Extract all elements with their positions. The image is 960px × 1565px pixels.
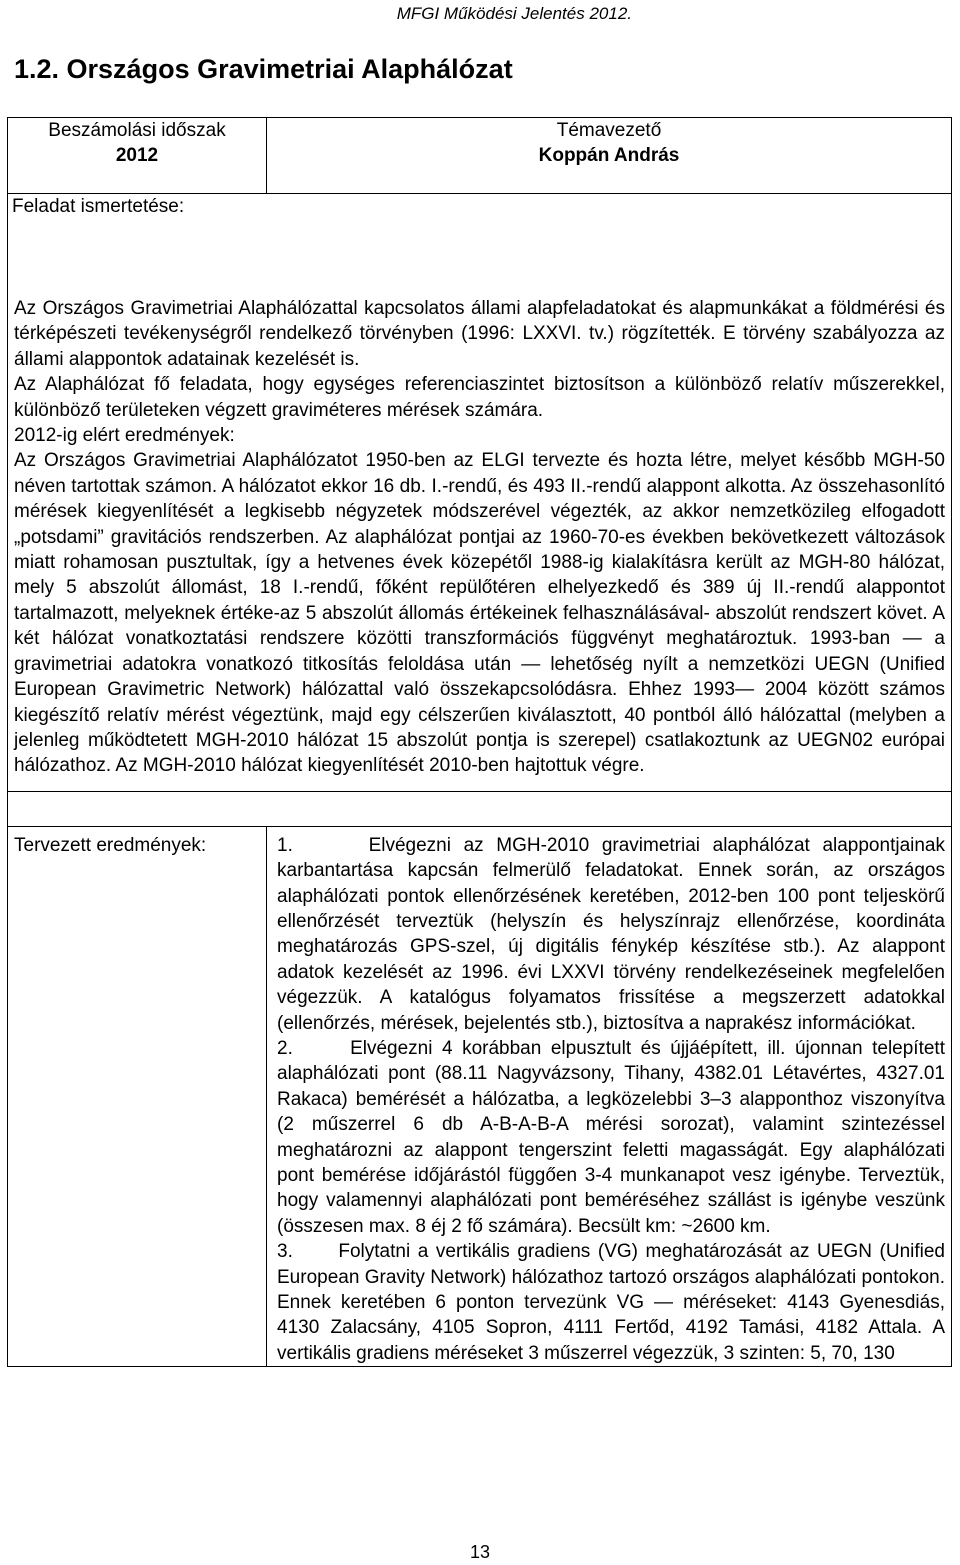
page-number: 13 bbox=[469, 1542, 491, 1562]
planned-body bbox=[267, 826, 952, 1367]
description-paragraph: Az Alaphálózat fő feladata, hogy egységes referenciaszintet biztosítson a különböző relatív műszerekkel, különböző területeken végzett graviméteres mérések számára. bbox=[14, 374, 945, 421]
description-row bbox=[8, 194, 952, 792]
period-value: 2012 bbox=[115, 145, 159, 166]
leader-value: Koppán András bbox=[538, 145, 680, 166]
section-title: 1.2. Országos Gravimetriai Alaphálózat bbox=[14, 54, 513, 84]
spacer-row bbox=[8, 791, 952, 826]
planned-label: Tervezett eredmények: bbox=[8, 826, 267, 1367]
planned-row bbox=[8, 826, 952, 1367]
running-header: MFGI Működési Jelentés 2012. bbox=[396, 4, 632, 23]
planned-item: 3. Folytatni a vertikális gradiens (VG) meghatározását az UEGN (Unified European Gravity Network) hálózathoz tartozó országos alaphálózati pontokon. Ennek keretében 6 ponton tervezünk VG — méréseket: 4143 Gyenesdiás, 4130 Zalacsány, 4105 Sopron, 4111 Fertőd, 4192 Tamási, 4182 Attala. A vertikális gradiens méréseket 3 műszerrel végezzük, 3 szinten: 5, 70, 130 bbox=[277, 1241, 945, 1364]
description-label: Feladat ismertetése: bbox=[12, 196, 185, 217]
leader-cell bbox=[267, 118, 952, 194]
description-paragraph: Az Országos Gravimetriai Alaphálózatot 1950-ben az ELGI tervezte és hozta létre, melyet később MGH-50 néven tartottak számon. A hálózatot ekkor 16 db. I.-rendű, és 493 II.-rendű alappont alkotta. Az összehasonlító mérések kiegyenlítését a legkisebb négyzetek módszerével végezték, az akkor nemzetközileg elfogadott „potsdami” gravitációs rendszerben. Az alaphálózat pontjai az 1960-70-es években bekövetkezett változások miatt rohamosan pusztultak, így a hetvenes évek közepétől 1988-ig kialakításra került az MGH-80 hálózat, mely 5 abszolút állomást, 18 I.-rendű, főként repülőtéren elhelyezkedő és 389 új II.-rendű alappontot tartalmazott, melyeknek értéke-az 5 abszolút állomás értékeinek felhasználásával- abszolút rendszert követ. A két hálózat vonatkoztatási rendszere közötti transzformációs függvényt meghatároztuk. 1993-ban — a gravimetriai adatokra vonatkozó titkosítás feloldása után — lehetőség nyílt a nemzetközi UEGN (Unified European Gravimetric Network) hálózattal való összekapcsolódásra. Ehhez 1993— 2004 között számos kiegészítő relatív mérést végeztünk, majd egy célszerűen kiválasztott, 40 pontból álló hálózattal (melyben a jelenleg működtetett MGH-2010 hálózat 15 abszolút pontja is szerepel) csatlakoztunk az UEGN02 európai hálózathoz. Az MGH-2010 hálózat kiegyenlítését 2010-ben hajtottuk végre. bbox=[14, 450, 945, 777]
planned-item: 1. Elvégezni az MGH-2010 gravimetriai alaphálózat alappontjainak karbantartása kapcsán felmerülő feladatokat. Ennek során, az országos alaphálózati pontok ellenőrzésének keretében, 2012-ben 100 pont teljeskörű ellenőrzését terveztük (helyszín és helyszínrajz ellenőrzése, koordináta meghatározás GPS-szel, új digitális fénykép készítése stb.). Az alappont adatok kezelését az 1996. évi LXXVI törvény rendelkezéseinek megfelelően végezzük. A katalógus folyamatos frissítése a megszerzett adatokkal (ellenőrzés, mérések, bejelentés stb.), biztosítva a naprakész információkat. bbox=[277, 834, 945, 1034]
period-label: Beszámolási időszak bbox=[48, 120, 226, 141]
description-paragraph: Az Országos Gravimetriai Alaphálózattal kapcsolatos állami alapfeladatokat és alapmunkákat a földmérési és térképészeti tevékenységről rendelkező törvényben (1996: LXXVI. tv.) rögzítették. E törvény szabályozza az állami alappontok adatainak kezelését is. bbox=[14, 298, 945, 370]
description-body bbox=[14, 296, 945, 779]
description-cell bbox=[8, 194, 952, 792]
header-row bbox=[8, 118, 952, 194]
period-cell bbox=[8, 118, 267, 194]
leader-label: Témavezető bbox=[556, 120, 662, 141]
planned-item: 2. Elvégezni 4 korábban elpusztult és újjáépített, ill. újonnan telepített alaphálózati pont (88.11 Nagyvázsony, Tihany, 4382.01 Létavértes, 4327.01 Rakaca) bemérését a hálózatba, a legközelebbi 3–3 alapponthoz viszonyítva (2 műszerrel 6 db A-B-A-B-A mérési sorozat), valamint szintezéssel meghatározni az alappont tengerszint feletti magasságát. Egy alaphálózati pont bemérése időjárástól függően 3-4 munkanapot vesz igénybe. Terveztük, hogy valamennyi alaphálózati pont beméréséhez szállást is igénybe veszünk (összesen max. 8 éj 2 fő számára). Becsült km: ~2600 km. bbox=[277, 1037, 945, 1237]
report-table bbox=[7, 117, 952, 1367]
description-paragraph: 2012-ig elért eredmények: bbox=[14, 425, 235, 447]
